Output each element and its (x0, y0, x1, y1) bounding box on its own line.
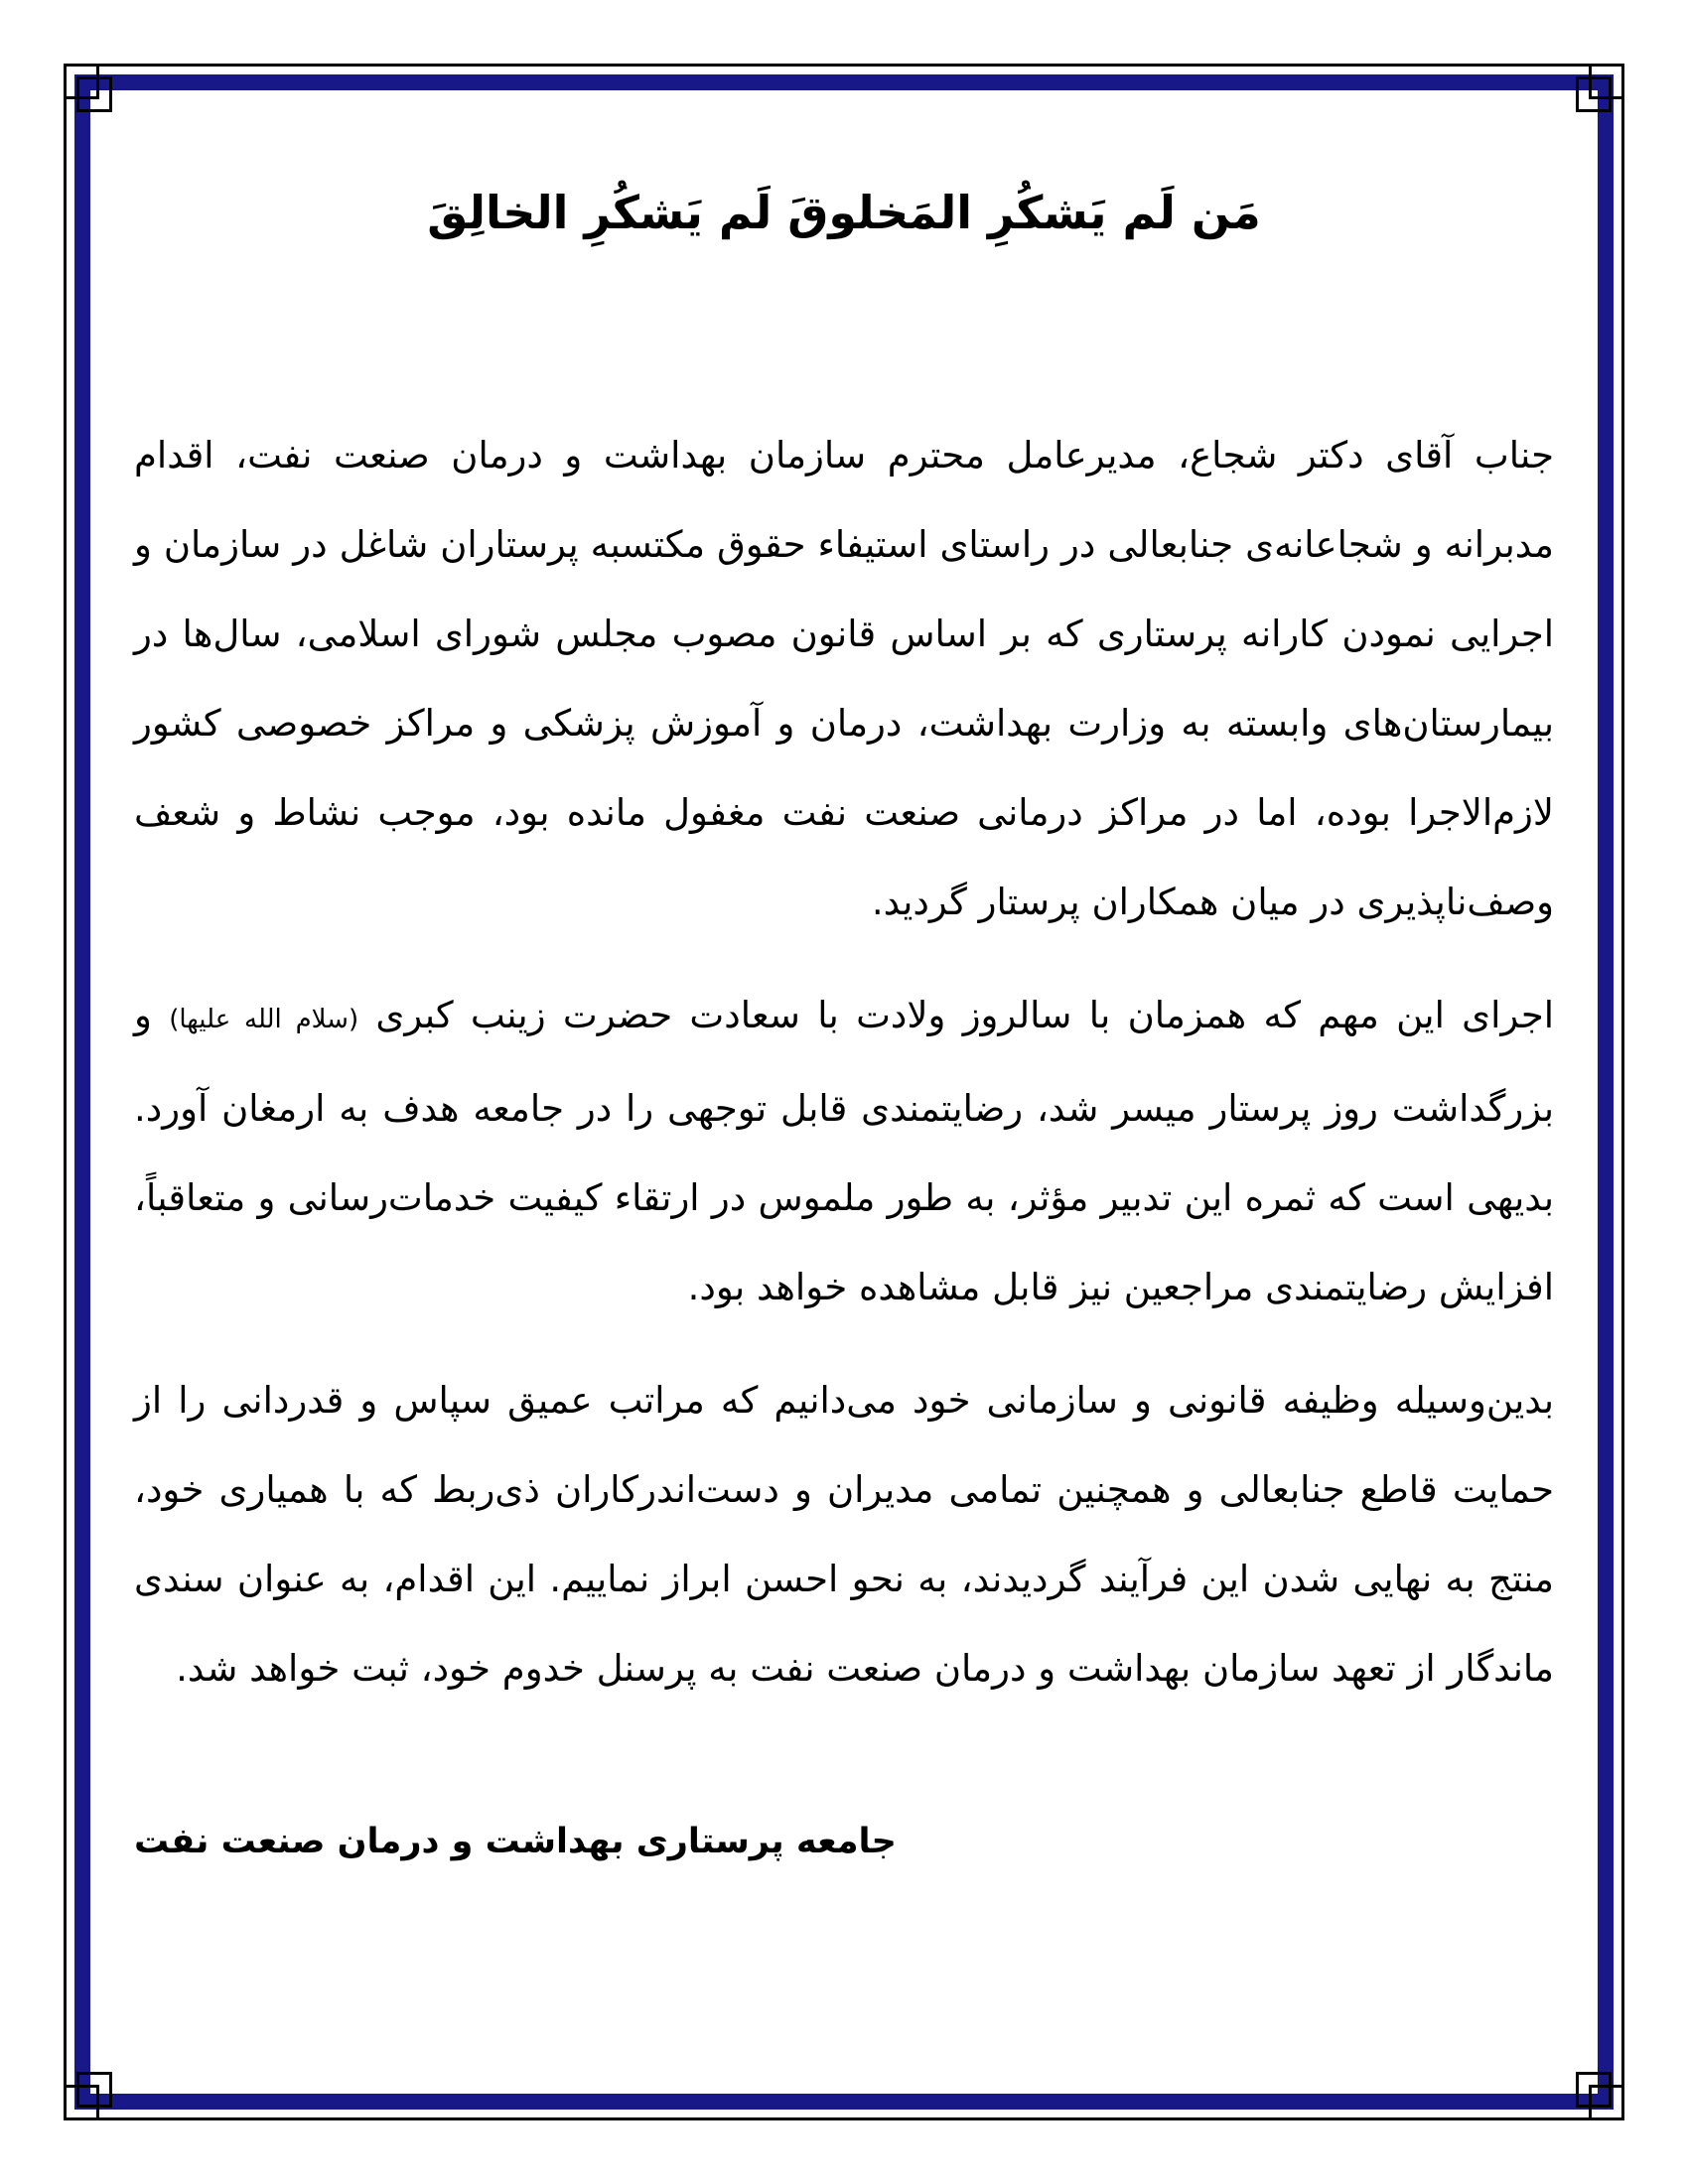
signature: جامعه پرستاری بهداشت و درمان صنعت نفت (134, 1822, 897, 1861)
paragraph-text: بدین‌وسیله وظیفه قانونی و سازمانی خود می‌دانیم که مراتب عمیق سپاس و قدردانی را از حمایت قاطع جنابعالی و همچنین تمامی مدیران و دست‌اندرکاران ذی‌ربط که با همیاری خود، منتج به نهایی شدن این فرآیند گردیدند، به نحو احسن ابراز نماییم. این اقدام، به عنوان سندی ماندگار از تعهد سازمان بهداشت و درمان صنعت نفت به پرسنل خدوم خود، ثبت خواهد شد. (134, 1379, 1554, 1690)
border-corner-ornament-bottom-left (64, 2085, 99, 2120)
body-paragraph (134, 411, 1554, 947)
border-corner-ornament-top-left (64, 64, 99, 99)
paragraph-text: و بزرگداشت روز پرستار میسر شد، رضایتمندی قابل توجهی را در جامعه هدف به ارمغان آورد. بدیهی است که ثمره این تدبیر مؤثر، به طور ملموس در ارتقاء کیفیت خدمات‌رسانی و متعاقباً، افزایش رضایتمندی مراجعین نیز قابل مشاهده خواهد بود. (134, 994, 1554, 1308)
border-corner-ornament-bottom-right (1589, 2085, 1624, 2120)
letter-body (134, 411, 1554, 1713)
border-corner-ornament-bottom-right (1576, 2072, 1612, 2108)
border-corner-ornament-top-right (1576, 76, 1612, 112)
honorific-small-text: (سلام الله علیها) (169, 1005, 359, 1034)
body-paragraph (134, 1356, 1554, 1713)
paragraph-text: جناب آقای دکتر شجاع، مدیرعامل محترم سازمان بهداشت و درمان صنعت نفت، اقدام مدبرانه و شجاعانه‌ی جنابعالی در راستای استیفاء حقوق مکتسبه پرستاران شاغل در سازمان و اجرایی نمودن کارانه پرستاری که بر اساس قانون مصوب مجلس شورای اسلامی، سال‌ها در بیمارستان‌های وابسته به وزارت بهداشت، درمان و آموزش پزشکی و مراکز خصوصی کشور لازم‌الاجرا بوده، اما در مراکز درمانی صنعت نفت مغفول مانده بود، موجب نشاط و شعف وصف‌ناپذیری در میان همکاران پرستار گردید. (134, 434, 1554, 923)
border-corner-ornament-top-right (1589, 64, 1624, 99)
letter-title-quote: مَن لَم يَشكُرِ المَخلوقَ لَم يَشكُرِ الخالِقَ (427, 186, 1261, 239)
body-paragraph (134, 971, 1554, 1332)
border-corner-ornament-bottom-left (76, 2072, 112, 2108)
paragraph-text: اجرای این مهم که همزمان با سالروز ولادت با سعادت حضرت زینب کبری (358, 994, 1554, 1036)
border-corner-ornament-top-left (76, 76, 112, 112)
letter-content (134, 149, 1554, 1866)
